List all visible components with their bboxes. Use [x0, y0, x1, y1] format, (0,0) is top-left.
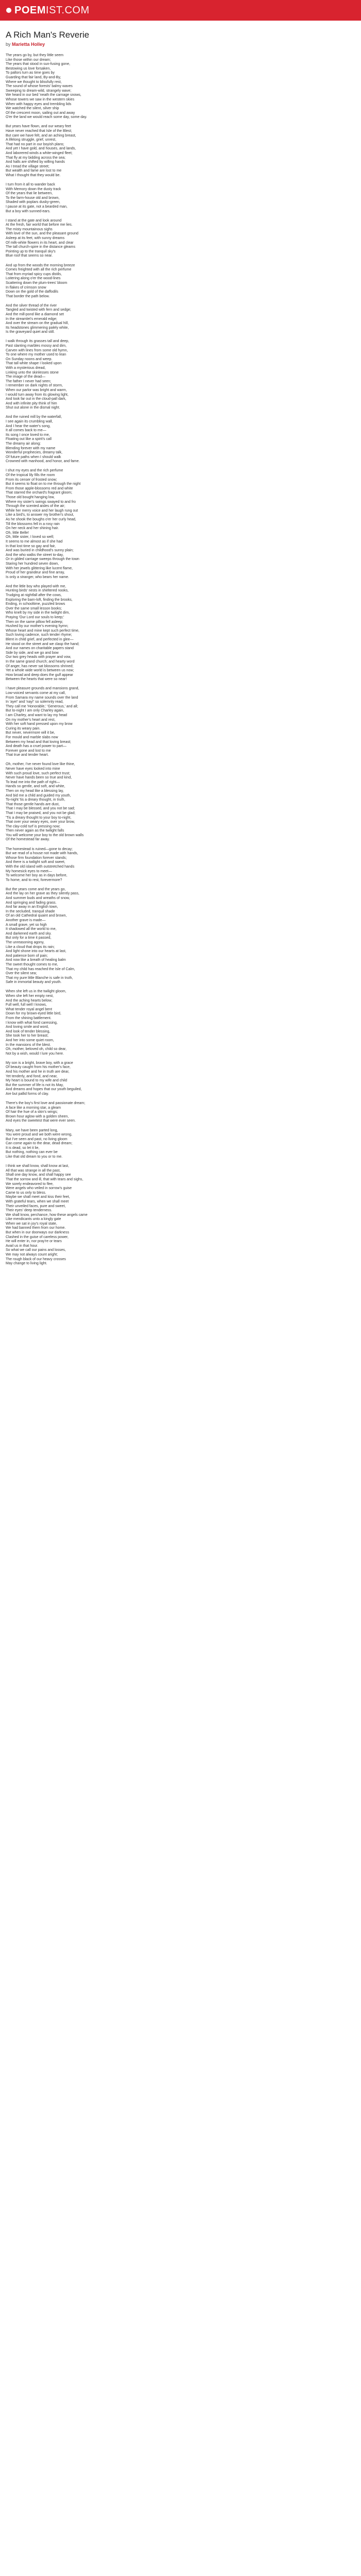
poem-line: That the sorrow and ill, that with tears and sighs,	[6, 1177, 84, 1181]
poem-line: And the little boy who played with me,	[6, 584, 67, 588]
poem-line: Proud of her grandeur and fine array,	[6, 571, 65, 575]
poem-stanza	[6, 687, 355, 758]
poem-line: We heard in our bed 'neath the carnage snows,	[6, 93, 81, 97]
poem-line: That fly at my bidding across the sea;	[6, 156, 65, 160]
poem-line: The years that stood in sun-fusing gone,	[6, 62, 70, 66]
poem-line: Of the homestead far away.	[6, 838, 50, 842]
poem-stanza	[6, 1129, 355, 1160]
poem-line: Is the graveyard quiet and still.	[6, 330, 55, 334]
poem-line: And I hear the water's song,	[6, 424, 51, 428]
poem-line: The misty mountainous sighs	[6, 227, 53, 231]
poem-line: Its song I once loved to me,	[6, 433, 50, 437]
poem-line: And the ruined mill by the waterfall,	[6, 415, 62, 419]
poem-line: So what we call our pains and losses,	[6, 1248, 66, 1252]
poem-body	[6, 54, 355, 1266]
poem-stanza	[6, 183, 355, 214]
poem-line: Safe in immortal beauty and youth.	[6, 980, 62, 985]
poem-line: Or in gilded carriage sweeps through the town	[6, 557, 79, 562]
poem-line: But wealth and fame are lost to me	[6, 169, 62, 173]
poem-line: That border the path below.	[6, 294, 50, 298]
poem-line: In the streamlet's emerald edge;	[6, 317, 57, 321]
poem-line: And darkened earth and sky.	[6, 931, 52, 936]
poem-line: That true and tender heart.	[6, 753, 49, 757]
poem-line: In 'aye!' and 'nay!' so solemnly read,	[6, 700, 63, 704]
poem-line: With her soft hand pressed upon my brow	[6, 722, 73, 726]
poem-line: My homesick eyes to meet—	[6, 869, 52, 873]
poem-line: Whose firm foundation forever stands;	[6, 856, 67, 860]
poem-line: And there is a twilight soft and sweet,	[6, 860, 65, 865]
poem-line: Blending forever with my name	[6, 446, 56, 450]
poem-line: Hushed by our mother's evening hymn;	[6, 624, 69, 629]
poem-line: Then on my head like a blessing lay,	[6, 789, 64, 793]
poem-line: And over the stream on the gradual hill,	[6, 321, 69, 326]
poem-line: I walk through its grasses tall and deep,	[6, 340, 69, 344]
poem-line: You were proud and we both were wrong,	[6, 1133, 72, 1137]
poem-line: Like those within our dream;	[6, 58, 51, 62]
poem-line: That from myriad spicy cups distils,	[6, 272, 62, 276]
poem-line: Not by a wish, would I lure you here.	[6, 1052, 64, 1056]
poem-line: That starred the orchard's fragrant gloom;	[6, 491, 72, 495]
poem-line: In the secluded, tranquil shade	[6, 909, 55, 913]
poem-line: Full well, full well I knows,	[6, 1003, 47, 1007]
poem-line: But never, nevermore will it be,	[6, 731, 55, 735]
poem-line: And look of tender blessing,	[6, 1029, 51, 1033]
poem-line: My son is a bright, brave boy, with a grace	[6, 1061, 73, 1065]
poem-line: And bid me a child and guided my youth,	[6, 793, 71, 798]
poem-line: Past slanting marbles mossy and dim,	[6, 344, 67, 348]
poem-line: And summer buds and wreaths of snow,	[6, 896, 70, 900]
poem-line: And patience born of pain;	[6, 954, 48, 958]
poem-line: And the who walks the street to-day,	[6, 553, 64, 557]
poem-line: As I tread the village street;	[6, 164, 50, 168]
poem-line: Of hair the hue of a skin's wings;	[6, 1110, 58, 1114]
poem-line: And laborered winds a white-winged fleet;	[6, 151, 73, 155]
poem-line: With such proud love, such perfect trust;	[6, 771, 70, 775]
poem-line: Bestowing us love forsaken,	[6, 66, 51, 71]
poem-line: To the farm-house old and brown,	[6, 196, 60, 200]
poem-line: With a mysterious dread,	[6, 366, 46, 370]
poem-line: Have never reached that Isle of the Blest;	[6, 129, 72, 133]
poem-line: But nothing, nothing can ever be	[6, 1150, 58, 1155]
poem-line: That I may be blessed, and you not be sad;	[6, 807, 75, 811]
poem-line: When she left her empty nest,	[6, 994, 54, 998]
poem-line: The sweet thought comes to me,	[6, 962, 58, 967]
poem-line: To welcome her boy as in days before,	[6, 874, 68, 878]
poem-line: But it seems to float on to me through the night	[6, 482, 81, 486]
poem-line: We sorely endeavored to flee,	[6, 1182, 54, 1186]
poem-line: Of the tropical lily fills the room	[6, 473, 55, 478]
poem-line: Never have hands been so true and kind,	[6, 776, 72, 780]
poem-line: Over the silent sea;	[6, 972, 37, 976]
poem-line: What I thought that they would be.	[6, 173, 61, 177]
poem-line: A small grave, yet so high	[6, 923, 47, 927]
poem-line: But a boy with sunned-ears.	[6, 209, 51, 213]
logo-domain-text: IST.COM	[45, 4, 90, 16]
poem-line: But only for a time it passed,	[6, 936, 52, 940]
poem-line: Oh, mother, I've never found love like thine,	[6, 762, 75, 767]
poem-stanza	[6, 848, 355, 883]
poem-line: A face like a morning star, a gleam	[6, 1106, 61, 1110]
poem-line: From the shining battlement.	[6, 1016, 52, 1020]
poem-line: Its headstones glimmering palely white,	[6, 326, 69, 330]
poem-line: And the lay on her grave as they silently pass,	[6, 892, 79, 896]
poem-line: Down on the gold of the daffodils	[6, 290, 58, 294]
poem-line: Blent in child grief, and perfected in glee—	[6, 637, 74, 641]
poem-line: It shadowed all the world to me,	[6, 927, 57, 931]
poem-line: And loving smile and word,	[6, 1025, 49, 1029]
poem-stanza	[6, 888, 355, 985]
poem-line: He will enter in, nor pray're or tears	[6, 1240, 62, 1244]
poem-line: My heart is bound to my wife and child	[6, 1079, 68, 1083]
poem-line: To pallors turn as time goes by	[6, 71, 55, 75]
poem-line: That my child has reached the Isle of Calm,	[6, 967, 75, 971]
poem-line: It seems to me almost as if she had	[6, 539, 63, 544]
poem-line: A lifelong struggle, grief, unrest,	[6, 138, 57, 142]
poem-line: That my pure little Blanche is safe in truth,	[6, 976, 73, 980]
poem-line: The image of the dead—	[6, 375, 46, 379]
poem-line: Then never again as the twilight falls	[6, 829, 64, 833]
poem-stanza	[6, 54, 355, 120]
poem-line: Comes freighted with all the rich perfume	[6, 268, 72, 272]
poem-line: And up from the woods the morning breeze	[6, 263, 75, 267]
poem-line: But we read of a house not made with hands,	[6, 852, 78, 856]
poem-line: May change to living light.	[6, 1262, 47, 1266]
poem-line: To home, and to rest, forevermore?	[6, 878, 62, 882]
poem-line: And yet I have gold, and houses, and lands,	[6, 147, 76, 151]
poem-line: Shall one day know, and shall happy see	[6, 1173, 71, 1177]
poem-line: I am Charley, and want to lay my head	[6, 713, 67, 717]
poem-line: Like a bird's, to answer my brother's shout,	[6, 513, 74, 517]
poem-line: But years have flown, and our weary feet	[6, 125, 71, 129]
poem-line: With Memory down the dusty track	[6, 187, 61, 191]
poem-line: And now like a breath of healing balm	[6, 958, 66, 962]
poem-line: It is dead, so let it lie,	[6, 1146, 40, 1150]
poem-line: Staring her hundred seven down,	[6, 562, 59, 566]
site-header	[0, 0, 361, 21]
poem-line: And the mill-pond like a diamond set	[6, 312, 64, 316]
poem-line: Hands so gentle, and soft, and white,	[6, 785, 65, 789]
poem-line: And our names on charitable papers stand	[6, 647, 74, 651]
poem-line: Where my sister's swings swayed to and fro	[6, 500, 76, 504]
poem-line: When we sat in joy's royal state,	[6, 1222, 57, 1226]
poem-line: How broad and deep does the gulf appear	[6, 673, 73, 677]
poem-line: But I've seen and past, no living gloom	[6, 1137, 68, 1141]
poem-line: Ending, in schooltime, puzzled brows	[6, 602, 65, 606]
poem-line: Side by side, and we go and bow	[6, 651, 59, 655]
poem-stanza	[6, 990, 355, 1056]
poem-line: Then on the same pillow fell asleep;	[6, 620, 63, 624]
poem-line: Never have eyes looked into mine	[6, 767, 60, 771]
poem-line: Maybe we shall meet and kiss their feet,	[6, 1195, 70, 1199]
author-line	[6, 41, 355, 47]
poem-line: And her into some quiet room,	[6, 1038, 54, 1042]
poem-line: Can come again to the dear, dead dream;	[6, 1142, 73, 1146]
poem-line: We may not always count aright;	[6, 1253, 58, 1257]
poem-line: And the aching hearts below;	[6, 998, 53, 1003]
poem-line: I see again its crumbling wall,	[6, 420, 53, 424]
poem-line: But to-night I am only Charley again,	[6, 709, 64, 713]
poem-line: I think we shall know, shall know at last,	[6, 1164, 69, 1168]
poem-title: A Rich Man's Reverie	[6, 30, 89, 40]
poem-line: Floating out like a spirit's call	[6, 437, 52, 442]
poem-line: Is only a stranger, who bears her name.	[6, 575, 69, 579]
poem-stanza	[6, 125, 355, 178]
poem-line: You will welcome your boy to the old brown walls	[6, 833, 84, 837]
poem-line: Our two grey heads with prayer and vow,	[6, 655, 71, 659]
poem-line: And far away in an English town,	[6, 905, 58, 909]
poem-line: To lead me into the path of right—	[6, 780, 60, 784]
poem-line: The tall church-spire in the distance gleams	[6, 245, 76, 249]
poem-line: Of future paths when I should walk	[6, 455, 61, 459]
poem-line: On my mother's heart and rest,	[6, 718, 56, 722]
poem-line: The dreamy air along:	[6, 442, 41, 446]
poem-line: Who knelt by my side in the twilight dim,	[6, 611, 70, 615]
poem-line: I remember on dark nights of storm,	[6, 384, 63, 388]
poem-line: With love of the sun, and the pleasant ground	[6, 232, 78, 236]
poem-line: From Samara my name sounds over the land	[6, 696, 78, 700]
poem-line: Down for my brown-eyed little bird,	[6, 1012, 61, 1016]
poem-line: When our parlor was bright and warm,	[6, 388, 67, 392]
poem-line: That I may be praised, and you not be glad;	[6, 811, 76, 815]
poem-line: And dreams and hopes that our youth beguiled,	[6, 1088, 82, 1092]
poem-line: From those apple-blossoms red and white	[6, 486, 73, 490]
poem-line: All that was strange in all the past,	[6, 1168, 61, 1173]
poem-line: Exploring the barn-loft, finding the brooks,	[6, 598, 73, 602]
poem-line: Forever gone and lost to me	[6, 749, 51, 753]
poem-line: Linking unto the skinlesses stone	[6, 370, 59, 375]
poem-line: Between my head and that loving breast;	[6, 740, 71, 744]
poem-line: That over your weary eyes, over your brow,	[6, 820, 75, 824]
poem-line: Of an old Cathedral quaint and brown,	[6, 914, 67, 918]
poem-line: Their eyes' deep tenderness.	[6, 1209, 53, 1213]
poem-line: Curing its weary pain.	[6, 726, 41, 731]
poem-line: Of milk-white flowers in its heart, and clear	[6, 241, 74, 245]
poem-line: And was buried in childhood's sunny plain;	[6, 549, 74, 553]
poem-line: We shall know, perchance, how these angels came	[6, 1213, 88, 1217]
poem-line: What tender royal angel bent	[6, 1007, 52, 1011]
poem-line: In the same grand church; and hearty word	[6, 659, 75, 664]
poem-line: He stood on the street and we clasp the hand;	[6, 642, 79, 646]
poem-line: Where we thought to blissfully rest,	[6, 80, 62, 84]
poem-line: With her jewels glittering like lucent flame,	[6, 566, 73, 570]
poem-line: Shaded with poplars dusky-green,	[6, 200, 60, 205]
poem-line: Are but pallid forms of clay.	[6, 1092, 49, 1096]
poem-line: And death has a cruel power to part—	[6, 744, 67, 749]
poem-stanza	[6, 585, 355, 682]
poem-line: Sweeping to dream-wild, strangely wave;	[6, 89, 72, 93]
poem-line: To-night 'tis a dreary thought, in truth,	[6, 798, 65, 802]
poem-line: Of beauty caught from his mother's face,	[6, 1065, 71, 1070]
poem-line: The clay-cold turf is pressing now;	[6, 824, 60, 828]
poem-stanza	[6, 1101, 355, 1124]
poem-line: Shut out alone in the dismal night.	[6, 406, 60, 410]
poem-line: And with infinite pity think of him	[6, 401, 57, 405]
poem-line: For mould and marble slabs now	[6, 735, 58, 739]
poem-line: Of anger, has never sat blossoms shrined;	[6, 664, 74, 668]
poem-line: Praying 'Our Lord our souls to keep;'	[6, 615, 64, 619]
poem-line: The sound of whose forests' balmy waves	[6, 84, 73, 89]
poem-line: Oh, little sister, I loved so well;	[6, 535, 54, 539]
poem-stanza	[6, 1164, 355, 1266]
poem-line: Oh, mother, beloved oh, child so dear,	[6, 1047, 67, 1052]
poem-line: I have pleasure grounds and mansions grand,	[6, 687, 79, 691]
poem-line: Crowned with manhood, and honor, and fame.	[6, 460, 80, 464]
poem-line: It all comes back to me—	[6, 429, 46, 433]
poem-line: Till the blossoms fell in a rosy rain	[6, 522, 60, 526]
poem-line: And look far out in the cloud-pall dark,	[6, 397, 67, 401]
poem-line: Low-voiced servants come at my call,	[6, 691, 66, 695]
poem-line: Tangled and twisted with fern and sedge;	[6, 308, 71, 312]
poem-line: But the years come and the years go,	[6, 887, 66, 891]
poem-line: Hunting birds' nests in sheltered nooks,	[6, 589, 69, 593]
poem-stanza	[6, 415, 355, 464]
poem-line: Yet tenderly, and fond, and near,	[6, 1074, 58, 1078]
poem-line: Clashed in the guise of careless power,	[6, 1235, 69, 1239]
poem-line: With grateful tears, when we shall meet	[6, 1199, 69, 1204]
poem-line: But when in our doorways our darkness	[6, 1231, 69, 1235]
poem-line: That tall white shape I looked upon	[6, 362, 62, 366]
poem-line: That had no part in our boyish plans;	[6, 142, 64, 146]
poem-line: And the silver thread of the river	[6, 303, 57, 308]
poem-line: And halls are shifted by willing hands	[6, 160, 65, 164]
poem-line: Such loving cadence, such tender rhyme;	[6, 633, 72, 637]
poem-line: The rough black of our heavy crosses	[6, 1257, 66, 1261]
poem-line: While her merry voice and her laugh rung out	[6, 509, 78, 513]
poem-line: That those gentle hands are dust,	[6, 802, 60, 806]
poem-line: The father I never had seen;	[6, 379, 51, 383]
poem-line: Brown hour aglow with a golden sheen,	[6, 1114, 69, 1118]
poem-stanza	[6, 469, 355, 580]
poem-line: Avail us in that hour.	[6, 1244, 38, 1248]
poem-line: And eyes the sweetest that were ever seen.	[6, 1119, 76, 1123]
poem-stanza	[6, 1061, 355, 1097]
poem-line: Guarding that fair land, By-and-By,	[6, 75, 61, 79]
poem-line: On her neck and her shining hair.	[6, 527, 59, 531]
poem-line: Between the hearts that were so near!	[6, 677, 67, 682]
poem-line: Of the crescent moon, sailing out and away	[6, 111, 75, 115]
site-logo[interactable]	[6, 5, 90, 16]
poem-line: She took her to her breast;	[6, 1034, 48, 1038]
poem-line: At the fresh, fair world that before me lies.	[6, 223, 73, 227]
poem-line: And springing and fading grass.	[6, 901, 57, 905]
poem-line: Asleep at its feet, with sunny dreams	[6, 236, 64, 241]
poem-line: Mary, we have been parted long,	[6, 1128, 58, 1132]
poem-line: The unreasoning agony,	[6, 940, 44, 944]
poem-line: Their unveiled faces, pure and sweet,	[6, 1204, 66, 1208]
poem-line: Over the same small lesson books;	[6, 606, 62, 611]
poem-line: Carven with lines from some old hymn,	[6, 348, 68, 352]
poem-stanza	[6, 304, 355, 335]
poem-line: In the mansions of the blest.	[6, 1043, 51, 1047]
poem-line: But the summer of life is not its May,	[6, 1083, 64, 1087]
poem-line: When she left us in the twilight gloom,	[6, 990, 67, 994]
poem-stanza	[6, 762, 355, 842]
poem-line: But care we have felt, and an aching breast,	[6, 133, 76, 138]
poem-line: Pointing up to the tranquil sky's	[6, 249, 56, 253]
poem-line: I shut my eyes and the rich perfume	[6, 469, 63, 473]
poem-line: Like mendicants unto a kingly gate	[6, 1217, 61, 1222]
poem-line: In flakes of crimson snow	[6, 285, 46, 290]
poem-line: Oh, little Belle!	[6, 531, 29, 535]
poem-line: From its censer of frosted snow;	[6, 478, 57, 482]
poem-line: The years go by, but they little seem	[6, 54, 63, 57]
poem-line: Came to us only to bless.	[6, 1191, 46, 1195]
poem-line: There's the boy's first love and passionate dream;	[6, 1101, 86, 1106]
logo-main-text: POEM	[14, 4, 46, 16]
author-link[interactable]: Marietta Holley	[12, 42, 45, 47]
poem-line: Yet a whole wide world is between us now;	[6, 669, 74, 673]
poem-line: Wonderful prophecies, dreamy talk,	[6, 451, 62, 455]
poem-line: The homestead is ruined—gone to decay;	[6, 847, 73, 851]
poem-line: We had banned them from our home.	[6, 1226, 66, 1230]
poem-line: Blue roof that seems so near.	[6, 254, 53, 258]
author-prefix: by	[6, 42, 11, 47]
poem-stanza	[6, 219, 355, 259]
logo-dot-icon	[6, 8, 11, 13]
poem-line: Whose towers we saw in the western skies	[6, 97, 75, 101]
poem-line: We watched the silent, silver ship	[6, 107, 59, 111]
poem-line: They call me 'Honorable,' 'Generous,' and all;	[6, 704, 78, 708]
poem-line: Of the years that lie between,	[6, 192, 53, 196]
poem-line: As he shook the boughs o'er her curly head,	[6, 518, 76, 521]
poem-stanza	[6, 340, 355, 411]
poem-line: I know with what fond caressing,	[6, 1021, 58, 1025]
poem-line: And his mother and he in truth are dear,	[6, 1070, 70, 1074]
poem-line: Through the scented aisles of the air;	[6, 504, 65, 509]
poem-line: Like that old dream to you or to me.	[6, 1155, 63, 1159]
poem-content	[0, 21, 361, 1266]
poem-line: Like a cloud that drops its rain;	[6, 945, 55, 949]
poem-line: Loitering along o'er the wood-lines	[6, 277, 61, 281]
poem-line: On Sunday noons and weep.	[6, 357, 53, 361]
poem-line: I turn from it all to wander back	[6, 183, 55, 187]
poem-line: Another grave is made—	[6, 918, 46, 922]
poem-line: 'Tis a dreary thought to your boy to-night,	[6, 816, 72, 820]
poem-line: Those old bought hanging low,	[6, 496, 55, 500]
poem-line: O'er the land we would reach some day, some day.	[6, 115, 87, 120]
poem-line: I pause at its gate, not a bearded man,	[6, 205, 68, 209]
poem-line: Trudging at nightfall after the cows,	[6, 594, 62, 597]
poem-line: In that lost time so gay and fair,	[6, 544, 56, 548]
poem-line: To one where my mother used to lean	[6, 353, 67, 357]
poem-line: With the old island with outstretched hands	[6, 865, 75, 869]
poem-stanza	[6, 264, 355, 299]
poem-line: Were angels who veiled in sorrow's guise	[6, 1187, 72, 1191]
poem-line: I would turn away from its glowing light,	[6, 393, 69, 397]
poem-line: I stand at the gate and look around	[6, 218, 62, 223]
poem-line: And light shone into our hearts at last,	[6, 950, 67, 954]
poem-line: When with happy eyes and trembling lids	[6, 102, 72, 106]
poem-line: Scattering down the plum-trees' bloom	[6, 281, 68, 285]
poem-line: Whose heart and mine kept such perfect time,	[6, 629, 79, 633]
